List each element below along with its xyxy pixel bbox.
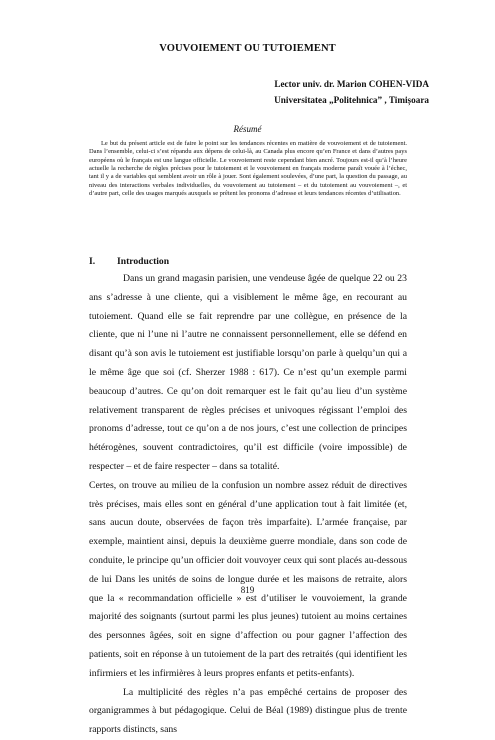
paragraph: Dans un grand magasin parisien, une vendeuse âgée de quelque 22 ou 23 ans s’adresse à une cliente, qui a visiblement le même âge, en recourant au tutoiement. Quand elle se fait reprendre par une collègue, en présence de la cliente, que ni l’une ni l’autre ne connaissent personnellement, elle se défend en disant qu’à son avis le tutoiement est justifiable lorsqu’on parle à quelqu’un qui a le même âge que soi (cf. Sherzer 1988 : 617). Ce n’est qu’un exemple parmi beaucoup d’autres. Ce qu’on doit remarquer est le fait qu’au lieu d’un système relativement transparent de règles précises et univoques régissant l’emploi des pronoms d’adresse, tout ce qu’on a de nos jours, c’est une collection de principes hétérogènes, souvent contradictoires, qu’il est difficile (voire impossible) de respecter – et de faire respecter – dans sa totalité. [89,273,407,472]
section-title: Introduction [117,256,170,267]
abstract-heading: Résumé [233,124,262,134]
body-text [89,270,407,740]
section-number: I. [89,256,96,267]
author-name: Lector univ. dr. Marion COHEN-VIDA [274,79,429,89]
section-heading [89,256,169,267]
abstract-text: Le but du présent article est de faire le point sur les tendances récentes en matière de vouvoiement et de tutoiement. Dans l’ensemble, celui-ci s’est répandu aux dépens de celui-là, au Canada plus encore qu’en France et dans d’autres pays européens où le français est une langue officielle. Le vouvoiement reste cependant bien ancré. Toujours est-il qu’à l’heure actuelle la recherche de règles précises pour le tutoiement et le vouvoiement en français moderne paraît vouée à l’échec, tant il y a de variables qui semblent avoir un rôle à jouer. Sont également soulevées, d’une part, la question du passage, au niveau des interactions verbales individuelles, du vouvoiement au tutoiement – et du tutoiement au vouvoiement –, et d’autre part, celle des usages marqués auxquels se prêtent les pronoms d’adresse et leurs tendances récentes d’utilisation. [89,140,407,198]
author-affiliation: Universitatea „Politehnica” , Timișoara [274,95,429,105]
paragraph: Certes, on trouve au milieu de la confusion un nombre assez réduit de directives très précises, mais elles sont en général d’une application tout à fait limitée (et, sans aucun doute, observées de façon très imparfaite). L’armée française, par exemple, maintient ainsi, depuis la deuxième guerre mondiale, dans son code de conduite, le principe qu’un officier doit vouvoyer ceux qui sont placés au-dessous de lui Dans les unités de soins de longue durée et les maisons de retraite, alors que la « recommandation officielle » est d’utiliser le vouvoiement, la grande majorité des soignants (surtout parmi les plus jeunes) tutoient au moins certaines des personnes âgées, soit en signe d’affection ou pour gagner l’affection des patients, soit en réponse à un tutoiement de la part des retraités (qui identifient les infirmiers et les infirmières à leurs propres enfants et petits-enfants). [89,479,407,679]
article-title: VOUVOIEMENT OU TUTOIEMENT [159,43,336,54]
page-number: 819 [240,585,255,595]
abstract [89,140,407,198]
paragraph: La multiplicité des règles n’a pas empêché certains de proposer des organigrammes à but pédagogique. Celui de Béal (1989) distingue plus de trente rapports distincts, sans [89,686,407,736]
